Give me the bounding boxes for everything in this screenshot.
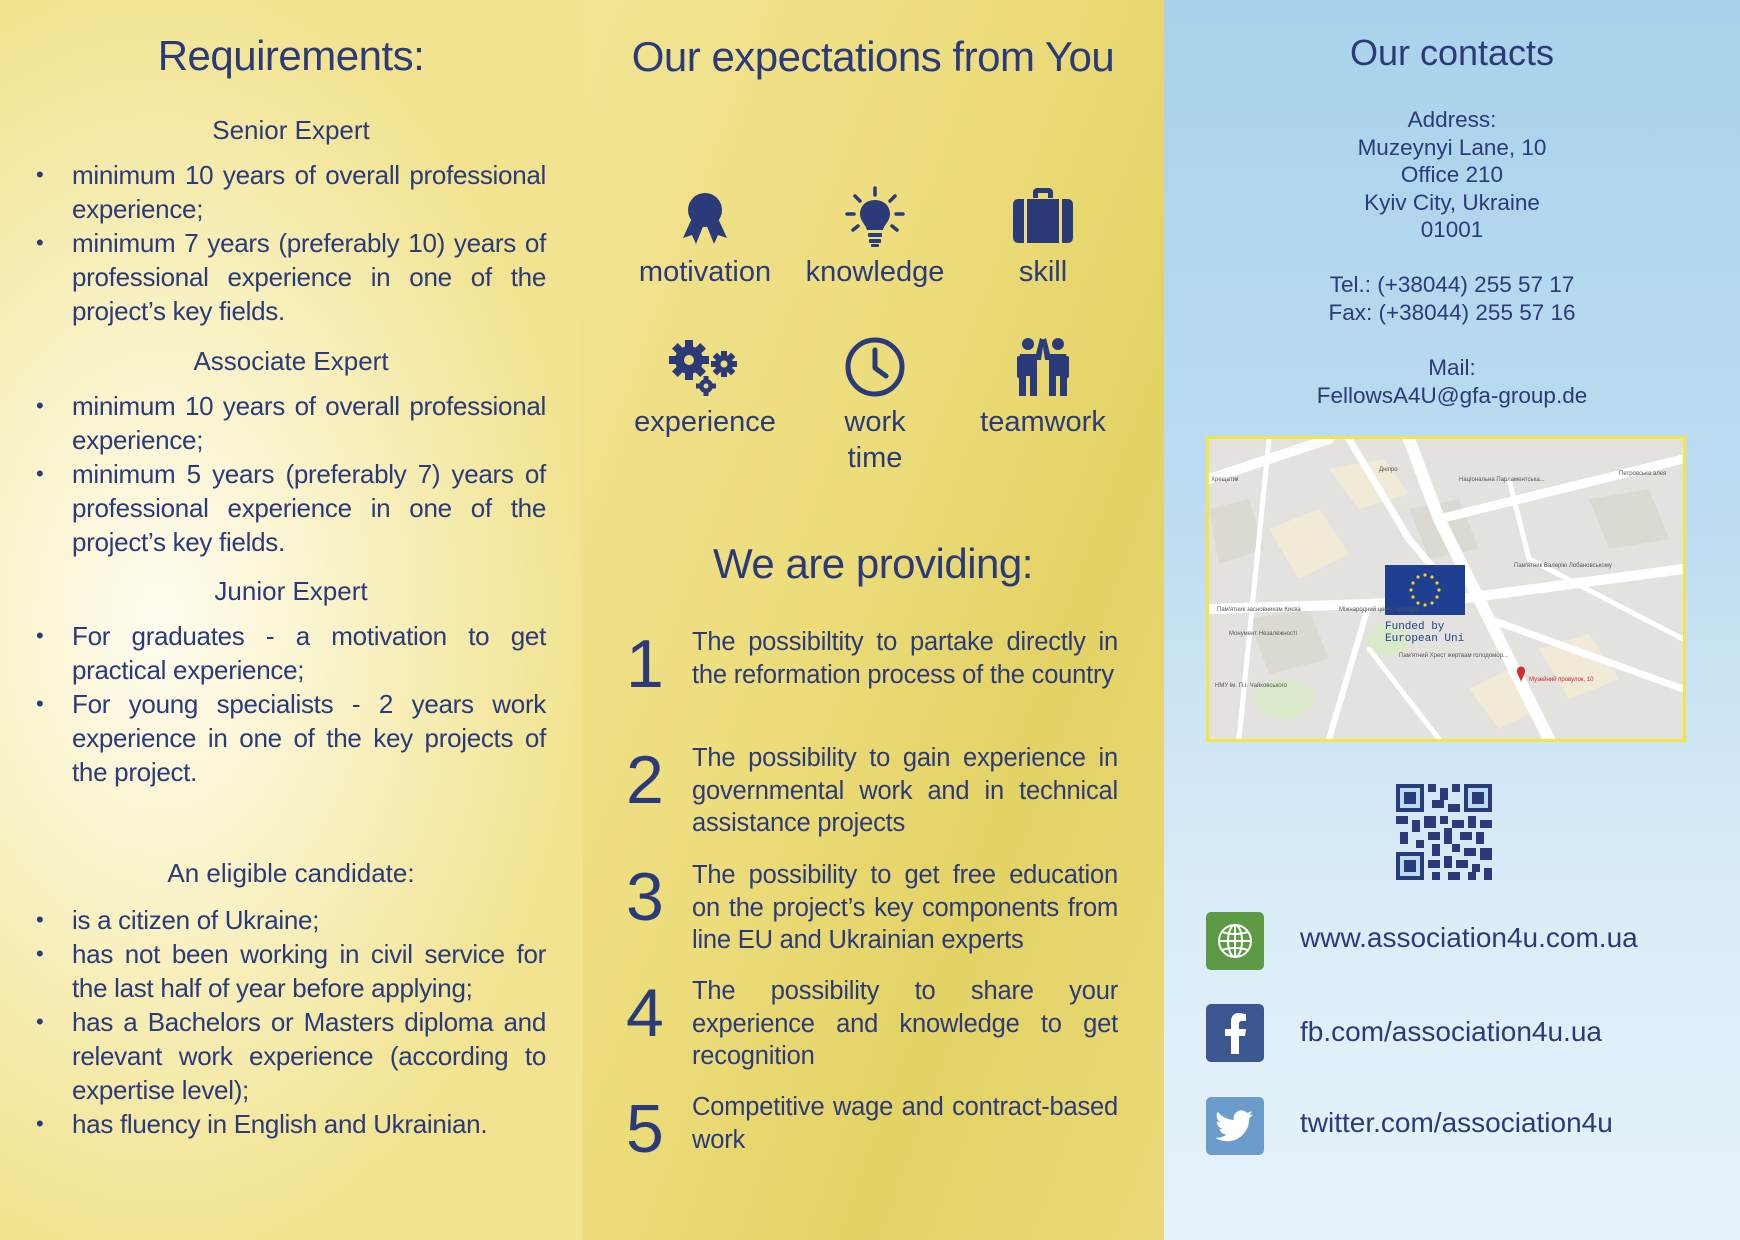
- map-label: Монумент Незалежності: [1229, 631, 1297, 637]
- list-item: • minimum 10 years of overall professional experience;: [36, 389, 546, 457]
- map-label: Міжнародний центр культури і...: [1339, 607, 1428, 613]
- senior-expert-heading: Senior Expert: [212, 115, 370, 145]
- address-line: Kyiv City, Ukraine: [1364, 189, 1540, 215]
- teamwork-icon: [1011, 330, 1075, 398]
- list-item: • For young specialists - 2 years work experience in one of the key projects of the project.: [36, 687, 546, 789]
- lightbulb-icon: [843, 186, 907, 248]
- twitter-link[interactable]: twitter.com/association4u: [1300, 1107, 1613, 1138]
- map-label: Петровська алея: [1619, 471, 1667, 477]
- mail-label: Mail:: [1428, 355, 1476, 380]
- globe-icon[interactable]: [1206, 912, 1264, 970]
- list-item: • has fluency in English and Ukrainian.: [36, 1107, 546, 1141]
- telephone: Tel.: (+38044) 255 57 17: [1329, 272, 1575, 297]
- expectation-teamwork: [958, 330, 1128, 440]
- list-item: • minimum 10 years of overall professional experience;: [36, 158, 546, 226]
- address-label: Address:: [1407, 107, 1497, 132]
- requirements-title: Requirements:: [157, 32, 425, 79]
- list-item: • has a Bachelors or Masters diploma and relevant work experience (according to expertise level);: [36, 1005, 546, 1107]
- facebook-link[interactable]: fb.com/association4u.ua: [1300, 1016, 1602, 1047]
- location-map[interactable]: [1206, 436, 1686, 742]
- mail-address[interactable]: FellowsA4U@gfa-group.de: [1316, 382, 1588, 408]
- map-label: Музейний провулок, 10: [1529, 677, 1594, 683]
- gears-icon: [669, 336, 741, 398]
- providing-text: The possibility to get free education on the project’s key components from line EU and Ukrainian experts: [692, 861, 1118, 954]
- map-graphic: [1209, 439, 1683, 739]
- associate-expert-list: [36, 389, 546, 559]
- expectation-label: work time: [844, 406, 906, 474]
- associate-expert-heading: Associate Expert: [193, 346, 389, 376]
- address-line: Office 210: [1400, 162, 1504, 187]
- eligible-candidate-list: [36, 903, 546, 1141]
- map-label: Пам'ятник засновникам Києва: [1217, 607, 1301, 613]
- junior-expert-list: [36, 619, 546, 789]
- providing-number: 4: [626, 975, 664, 1051]
- contacts-title: Our contacts: [1349, 32, 1555, 73]
- providing-number: 5: [626, 1091, 664, 1167]
- facebook-icon[interactable]: [1206, 1004, 1264, 1062]
- expectation-skill: [958, 186, 1128, 290]
- address-line: 01001: [1420, 217, 1484, 242]
- expectations-title: Our expectations from You: [631, 33, 1115, 80]
- qr-code-icon[interactable]: [1396, 784, 1492, 880]
- eu-caption-line: European Uni: [1385, 633, 1465, 645]
- map-label: Пам'ятний Хрест жертвам голодомор...: [1399, 653, 1508, 659]
- map-label: Національна Парламентська...: [1459, 477, 1545, 483]
- junior-expert-heading: Junior Expert: [214, 576, 368, 606]
- list-item: • minimum 5 years (preferably 7) years of professional experience in one of the project’s key fields.: [36, 457, 546, 559]
- providing-text: The possibility to gain experience in governmental work and in technical assistance projects: [692, 744, 1118, 837]
- providing-number: 3: [626, 859, 664, 935]
- providing-title: We are providing:: [713, 540, 1033, 587]
- expectation-label: teamwork: [980, 406, 1106, 438]
- eu-caption-line: Funded by: [1385, 621, 1445, 633]
- providing-number: 1: [626, 626, 664, 702]
- briefcase-icon: [1011, 186, 1075, 248]
- fax: Fax: (+38044) 255 57 16: [1328, 299, 1576, 325]
- senior-expert-list: [36, 158, 546, 328]
- website-link[interactable]: www.association4u.com.ua: [1300, 922, 1638, 953]
- mail-block: [1164, 354, 1740, 409]
- expectation-knowledge: [790, 186, 960, 290]
- expectation-work-time: [790, 336, 960, 476]
- providing-text: The possibility to share your experience and knowledge to get recognition: [692, 977, 1118, 1070]
- map-label: Хрещатик: [1211, 477, 1239, 483]
- list-item: • minimum 7 years (preferably 10) years of professional experience in one of the project’s key fields.: [36, 226, 546, 328]
- expectation-label: experience: [634, 406, 776, 438]
- list-item: • has not been working in civil service for the last half of year before applying;: [36, 937, 546, 1005]
- twitter-icon[interactable]: [1206, 1097, 1264, 1155]
- map-label: Пам'ятник Валерію Лобановському: [1514, 563, 1612, 569]
- map-label: НМУ ім. П.І. Чайковського: [1215, 683, 1287, 689]
- expectation-experience: [620, 336, 790, 440]
- address-block: [1164, 106, 1740, 244]
- list-item: • is a citizen of Ukraine;: [36, 903, 546, 937]
- eligible-candidate-heading: An eligible candidate:: [167, 858, 415, 888]
- expectation-label: motivation: [638, 256, 772, 288]
- providing-text: Competitive wage and contract-based work: [692, 1093, 1118, 1154]
- address-line: Muzeynyi Lane, 10: [1357, 134, 1547, 160]
- clock-icon: [844, 336, 906, 398]
- expectation-label: knowledge: [805, 256, 945, 288]
- map-label: Дніпро: [1379, 467, 1398, 473]
- list-item: • For graduates - a motivation to get practical experience;: [36, 619, 546, 687]
- medal-icon: [675, 186, 735, 248]
- providing-text: The possibiltity to partake directly in the reformation process of the country: [692, 628, 1118, 689]
- phone-block: [1164, 271, 1740, 326]
- providing-number: 2: [626, 742, 664, 818]
- expectation-motivation: [620, 186, 790, 290]
- expectation-label: skill: [1018, 256, 1068, 288]
